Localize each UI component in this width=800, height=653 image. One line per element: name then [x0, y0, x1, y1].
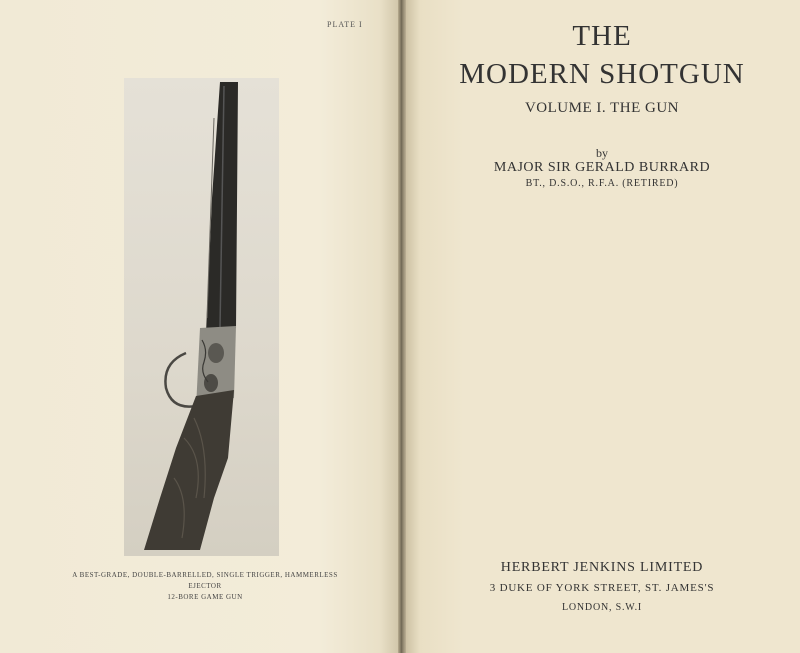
book-gutter	[398, 0, 406, 653]
author-honours: BT., D.S.O., R.F.A. (RETIRED)	[525, 178, 679, 189]
publisher-address: 3 DUKE OF YORK STREET, ST. JAMES'S	[489, 582, 715, 594]
book-title-line-1: THE	[572, 20, 632, 52]
gun-stock	[144, 390, 234, 550]
publisher-city: LONDON, S.W.I	[561, 602, 643, 613]
author-name: MAJOR SIR GERALD BURRARD	[493, 160, 711, 175]
volume-subtitle: VOLUME I. THE GUN	[524, 100, 680, 116]
book-title-line-2: MODERN SHOTGUN	[459, 58, 745, 90]
by-line: by	[596, 146, 608, 160]
shotgun-illustration	[124, 78, 279, 556]
plate-caption	[60, 570, 350, 603]
publisher-name: HERBERT JENKINS LIMITED	[500, 560, 704, 575]
caption-line-1: A BEST-GRADE, DOUBLE-BARRELLED, SINGLE TRIGGER, HAMMERLESS EJECTOR	[72, 571, 338, 590]
right-page	[404, 0, 800, 653]
caption-line-2: 12-BORE GAME GUN	[167, 593, 243, 601]
plate-label: PLATE I	[327, 20, 363, 29]
trigger-guard	[165, 353, 196, 407]
shotgun-plate-image	[124, 78, 279, 556]
